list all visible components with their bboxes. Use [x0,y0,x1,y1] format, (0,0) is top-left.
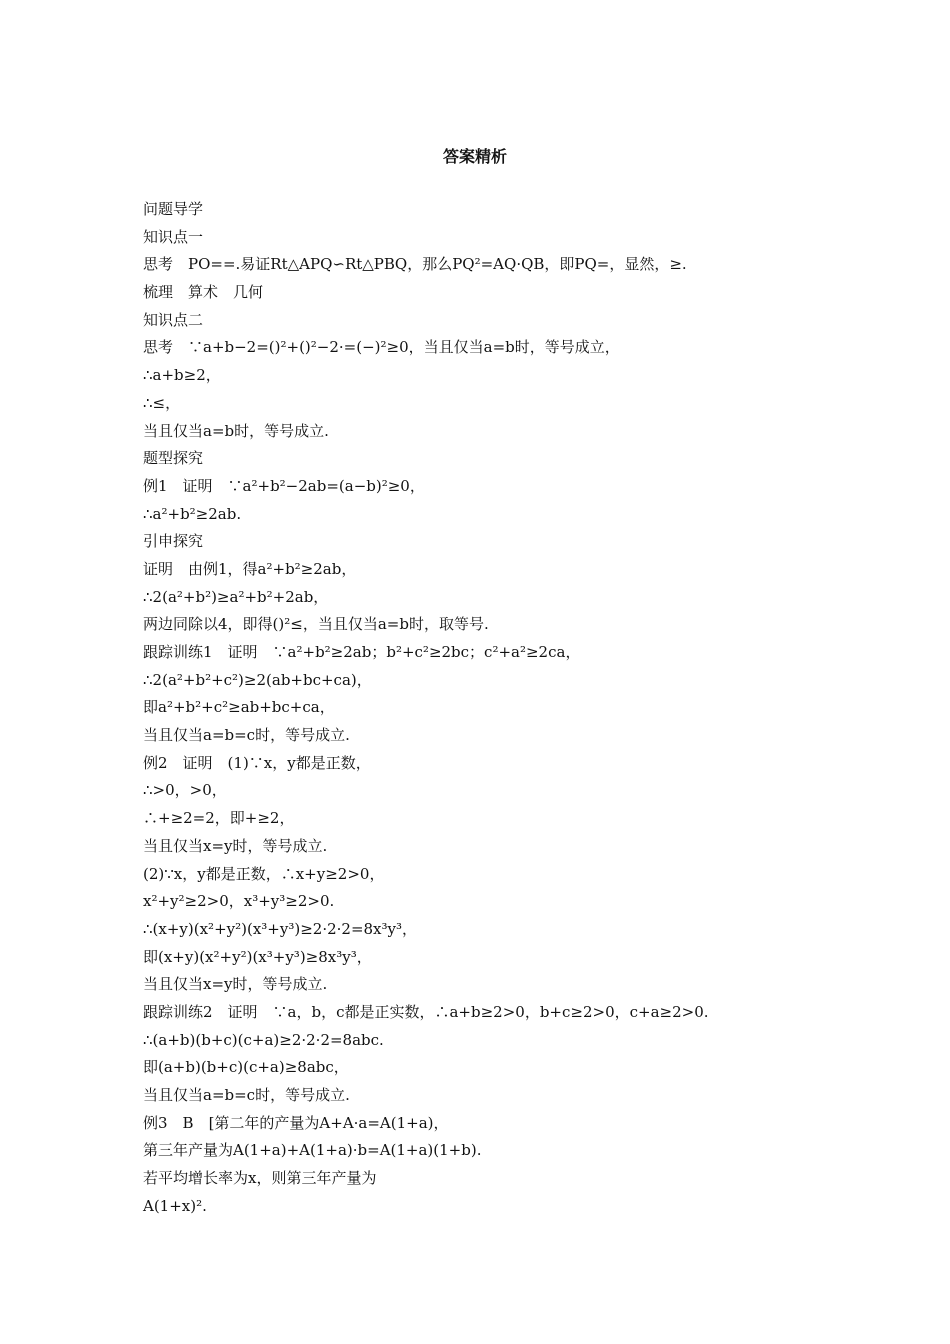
text-line: 思考 PO==.易证Rt△APQ∽Rt△PBQ，那么PQ²=AQ·QB，即PQ=，显然，≥. [143,255,687,274]
text-line: 例3 B [第二年的产量为A+A·a=A(1+a)， [143,1113,449,1132]
text-line: 当且仅当a=b=c时，等号成立. [143,1086,350,1104]
text-line: 证明 由例1，得a²+b²≥2ab， [143,559,357,578]
text-line: 若平均增长率为x，则第三年产量为 [143,1169,377,1188]
text-line: 当且仅当a=b时，等号成立. [143,421,329,440]
text-line: 知识点一 [143,227,204,246]
text-line: 第三年产量为A(1+a)+A(1+a)·b=A(1+a)(1+b). [143,1141,482,1160]
text-line: 当且仅当x=y时，等号成立. [143,975,328,994]
text-line: 即a²+b²+c²≥ab+bc+ca， [143,698,335,717]
text-line: 即(a+b)(b+c)(c+a)≥8abc， [143,1058,349,1077]
text-line: ∴(a+b)(b+c)(c+a)≥2·2·2=8abc. [143,1030,384,1049]
text-line: 跟踪训练1 证明 ∵a²+b²≥2ab；b²+c²≥2bc；c²+a²≥2ca， [143,643,581,661]
text-line: ∴2(a²+b²)≥a²+b²+2ab， [143,587,329,606]
text-line: 问题导学 [143,200,204,218]
text-line: 两边同除以4，即得()²≤，当且仅当a=b时，取等号. [143,615,489,634]
text-line: 思考 ∵a+b−2=()²+()²−2·=(−)²≥0，当且仅当a=b时，等号成立， [143,338,620,357]
text-line: 引申探究 [143,532,204,551]
text-line: A(1+x)². [143,1196,207,1215]
text-line: ∴a+b≥2， [143,366,221,385]
text-line: 例1 证明 ∵a²+b²−2ab=(a−b)²≥0， [143,476,425,495]
answer-content [143,196,823,1220]
text-line: 即(x+y)(x²+y²)(x³+y³)≥8x³y³， [143,947,372,966]
text-line: 题型探究 [143,449,204,468]
text-line: 梳理 算术 几何 [143,283,264,302]
text-line: ∴(x+y)(x²+y²)(x³+y³)≥2·2·2=8x³y³， [143,919,418,938]
page-title: 答案精析 [442,147,507,166]
text-line: 跟踪训练2 证明 ∵a，b，c都是正实数，∴a+b≥2>0，b+c≥2>0，c+a≥2>0. [143,1002,709,1021]
text-line: ∴+≥2=2，即+≥2， [143,809,295,828]
text-line: (2)∵x，y都是正数，∴x+y≥2>0， [143,864,385,883]
text-line: 知识点二 [143,310,204,329]
text-line: ∴≤， [143,393,181,412]
text-line: 例2 证明 (1)∵x，y都是正数， [143,753,371,772]
text-line: ∴a²+b²≥2ab. [143,504,242,523]
text-line: ∴>0，>0， [143,781,227,800]
text-line: 当且仅当x=y时，等号成立. [143,836,328,855]
text-line: ∴2(a²+b²+c²)≥2(ab+bc+ca)， [143,670,372,689]
text-line: 当且仅当a=b=c时，等号成立. [143,726,350,745]
text-line: x²+y²≥2>0，x³+y³≥2>0. [143,892,335,911]
